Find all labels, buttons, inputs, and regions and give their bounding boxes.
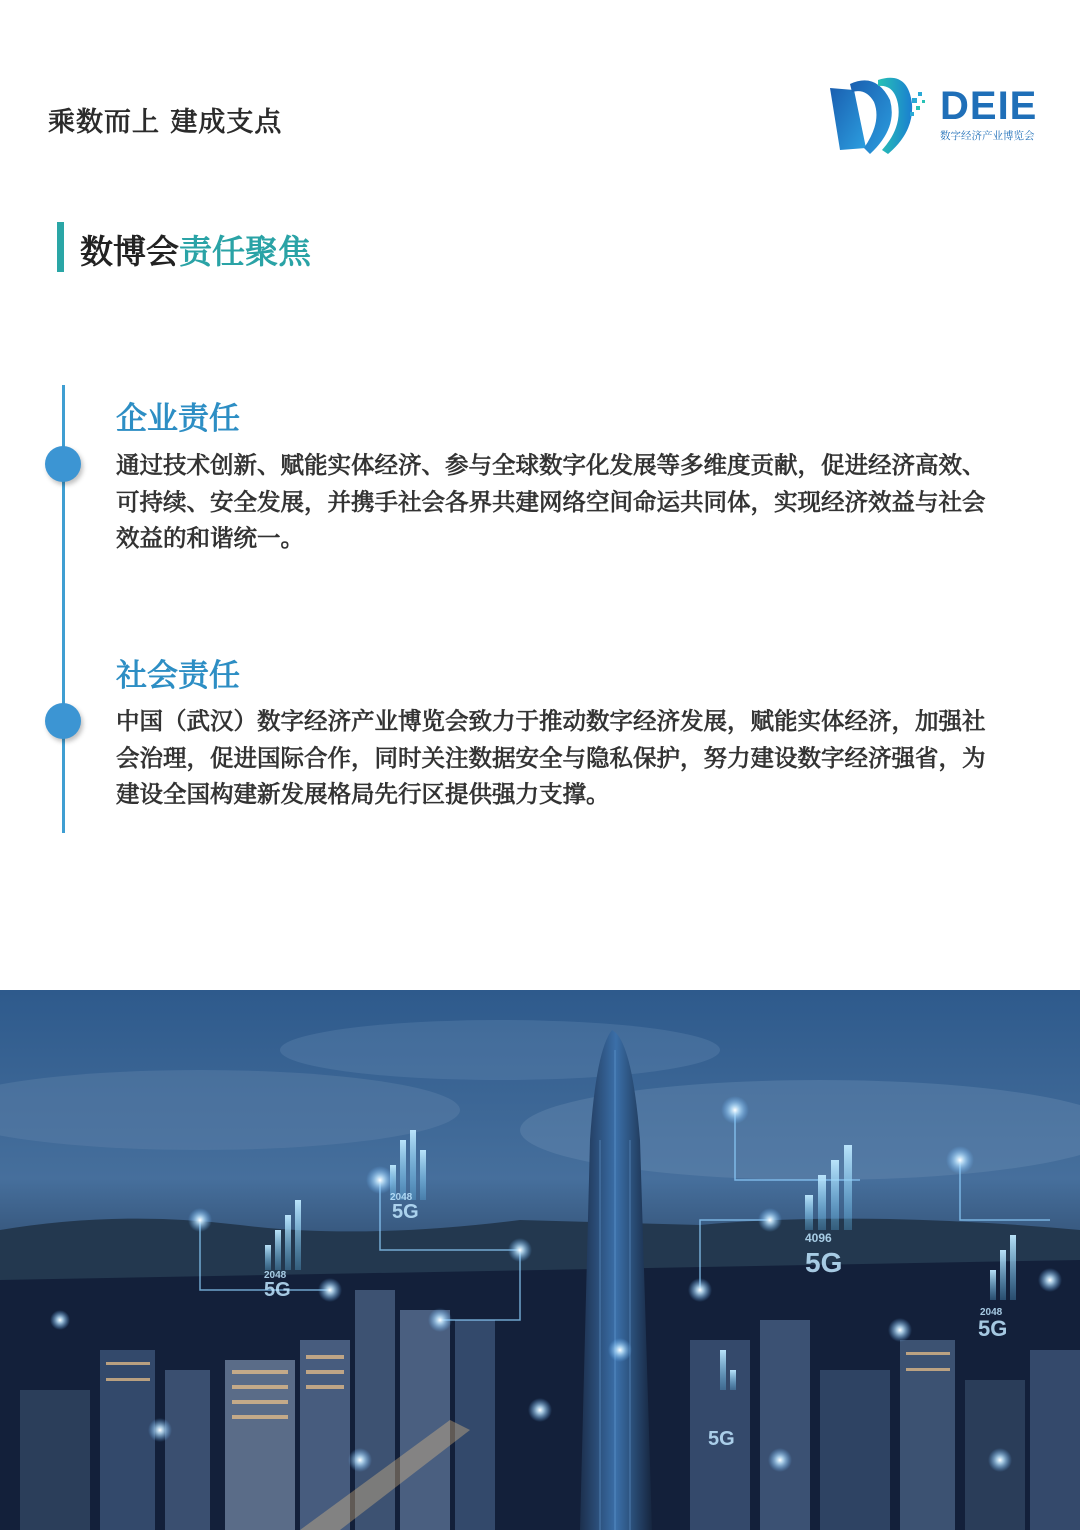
section-title-bar	[57, 222, 64, 272]
page-tagline: 乘数而上 建成支点	[48, 107, 283, 138]
item-body-enterprise: 通过技术创新、赋能实体经济、参与全球数字化发展等多维度贡献，促进经济高效、可持续、安全发展，并携手社会各界共建网络空间命运共同体，实现经济效益与社会效益的和谐统一。	[116, 451, 986, 552]
city-night-photo	[0, 990, 1080, 1530]
overlay-5g-label-3: 5G	[805, 1247, 843, 1278]
deie-logo	[826, 70, 1046, 160]
overlay-speed-label-4: 2048	[980, 1307, 1003, 1318]
item-title-enterprise: 企业责任	[116, 401, 240, 437]
item-title-society: 社会责任	[116, 658, 240, 694]
logo-text: DEIE	[940, 84, 1038, 128]
logo-subtitle: 数字经济产业博览会	[940, 130, 1035, 142]
overlay-speed-label-1: 2048	[390, 1192, 413, 1203]
section-title-accent: 责任聚焦	[179, 232, 311, 271]
timeline-dot-enterprise	[45, 446, 81, 482]
overlay-5g-label-1: 5G	[392, 1201, 419, 1223]
overlay-5g-label-2: 5G	[264, 1279, 291, 1301]
timeline-dot-society	[45, 703, 81, 739]
overlay-speed-label-2: 2048	[264, 1270, 287, 1281]
overlay-5g-label-4: 5G	[978, 1316, 1008, 1341]
overlay-speed-label-3: 4096	[805, 1231, 832, 1245]
section-title-prefix: 数博会	[80, 232, 179, 271]
item-body-society: 中国（武汉）数字经济产业博览会致力于推动数字经济发展，赋能实体经济，加强社会治理，促进国际合作，同时关注数据安全与隐私保护，努力建设数字经济强省，为建设全国构建新发展格局先行区提供强力支撑。	[116, 707, 986, 808]
logo-mark-icon	[826, 70, 936, 160]
overlay-5g-label-5: 5G	[708, 1428, 735, 1450]
section-title	[80, 226, 311, 273]
